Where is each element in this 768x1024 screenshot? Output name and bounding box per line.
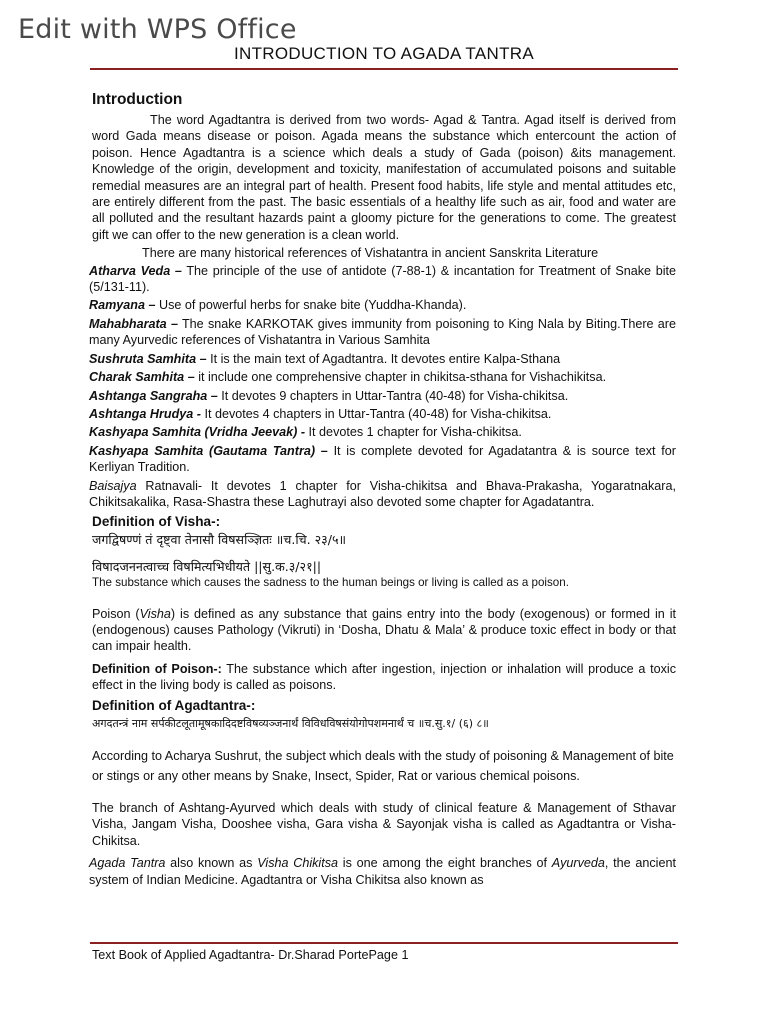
reference-item xyxy=(89,443,676,476)
reference-text: The principle of the use of antidote (7-88-1) & incantation for Treatment of Snake bite (5/131-11). xyxy=(89,263,677,295)
reference-title: Baisajya xyxy=(89,478,137,493)
final-f: , the ancient system of Indian Medicine. Agadtantra or Visha Chikitsa also known as xyxy=(89,856,676,887)
reference-item xyxy=(89,263,676,296)
sanskrit-verse-1: जगद्विषण्णं तं दृष्ट्वा तेनासौ विषसञ्ज्ञितः ॥च.चि. २३/५॥ xyxy=(92,532,347,548)
final-c: Visha Chikitsa xyxy=(257,856,339,871)
reference-item xyxy=(89,388,676,404)
reference-title: Ramyana – xyxy=(89,298,156,313)
header-rule xyxy=(90,68,678,70)
poison-text-b: ) is defined as any substance that gains entry into the body (exogenous) or formed in it (endogenous) causes Pathology (Vikruti) in ‘Dosha, Dhatu & Mala’ & produce toxic effect in body or that can impair health. xyxy=(92,606,676,654)
document-body xyxy=(89,90,677,888)
final-paragraph xyxy=(89,855,676,888)
poison-def-text: The substance which after ingestion, injection or inhalation will produce a toxic effect in the living body is called as poisons. xyxy=(92,661,676,693)
intro-heading: Introduction xyxy=(92,91,183,108)
wps-watermark: Edit with WPS Office xyxy=(18,14,297,45)
visha-meaning: The substance which causes the sadness to the human beings or living is called as a poison. xyxy=(92,576,569,590)
reference-title: Mahabharata – xyxy=(89,316,178,331)
reference-list xyxy=(89,263,677,511)
reference-title: Kashyapa Samhita (Vridha Jeevak) - xyxy=(89,425,306,440)
reference-title: Kashyapa Samhita (Gautama Tantra) – xyxy=(89,443,328,458)
sushrut-paragraph: According to Acharya Sushrut, the subject which deals with the study of poisoning & Management of bite or stings or any other means by Snake, Insect, Spider, Rat or various chemical poisons. xyxy=(92,749,674,783)
sanskrit-verse-3: अगदतन्त्रं नाम सर्पकीटलूतामूषकादिदष्टविषव्यञ्जनार्थं विविधविषसंयोगोपशमनार्थं च ॥च.सु.१/ (६) ८॥ xyxy=(92,716,489,730)
reference-text: it include one comprehensive chapter in chikitsa-sthana for Vishachikitsa. xyxy=(194,370,607,385)
reference-item xyxy=(89,316,676,349)
final-b: also known as xyxy=(165,856,258,871)
reference-text: The snake KARKOTAK gives immunity from poisoning to King Nala by Biting.There are many Ayurvedic references of Vishatantra in Various Samhita xyxy=(89,316,676,348)
footer-rule xyxy=(90,942,678,944)
reference-item xyxy=(89,478,676,511)
reference-text: It devotes 9 chapters in Uttar-Tantra (40-48) for Visha-chikitsa. xyxy=(217,388,569,403)
poison-def-label: Definition of Poison-: xyxy=(92,661,222,676)
poison-visha: Visha xyxy=(139,606,171,621)
reference-text: It is complete devoted for Agadatantra & is source text for Kerliyan Tradition. xyxy=(89,443,676,475)
branch-paragraph: The branch of Ashtang-Ayurved which deals with study of clinical feature & Management of Sthavar Visha, Jangam Visha, Dooshee visha, Gara visha & Sayonjak visha is called as Agadtantra or Visha-Chikitsa. xyxy=(92,801,676,848)
page-footer: Text Book of Applied Agadtantra- Dr.Sharad PortePage 1 xyxy=(92,948,409,962)
reference-title: Ashtanga Hrudya - xyxy=(89,406,201,421)
reference-text: Use of powerful herbs for snake bite (Yuddha-Khanda). xyxy=(155,298,467,313)
reference-item xyxy=(89,351,676,367)
reference-title: Sushruta Samhita – xyxy=(89,351,207,366)
reference-title: Atharva Veda – xyxy=(89,263,182,278)
intro-paragraph: The word Agadtantra is derived from two words- Agad & Tantra. Agad itself is derived from word Gada means disease or poison. Agada means the substance which entercount the action of poison. Hence Agadtantra is a science which deals a study of Gada (poison) &its management. Knowledge of the origin, development and toxicity, manifestation of accumulated poisons and suitable remedial measures are an integral part of health. Present food habits, life style and mental attitudes etc, are entirely different from the past. The basic essentials of a healthy life such as air, food and water are all polluted and the resultant hazards paint a gloomy picture for the generations to come. The greatest gift we can offer to the new generation is a clean world. xyxy=(92,113,676,242)
visha-definition-heading: Definition of Visha-: xyxy=(92,514,221,530)
reference-item xyxy=(89,369,676,385)
reference-item xyxy=(89,424,676,440)
poison-definition xyxy=(92,606,676,655)
document-title: INTRODUCTION TO AGADA TANTRA xyxy=(234,44,534,63)
poison-definition-2 xyxy=(92,661,676,694)
reference-text: Ratnavali- It devotes 1 chapter for Visha-chikitsa and Bhava-Prakasha, Yogaratnakara, Chikitsakalika, Rasa-Shastra these Laghutrayi also devoted some chapter for Agadatantra. xyxy=(89,478,676,509)
final-e: Ayurveda xyxy=(551,856,605,871)
reference-item xyxy=(89,406,676,422)
poison-text-a: Poison ( xyxy=(92,606,140,621)
reference-text: It is the main text of Agadtantra. It devotes entire Kalpa-Sthana xyxy=(206,351,561,366)
reference-title: Ashtanga Sangraha – xyxy=(89,388,218,403)
final-d: is one among the eight branches of xyxy=(338,856,552,871)
reference-text: It devotes 4 chapters in Uttar-Tantra (40-48) for Visha-chikitsa. xyxy=(200,406,552,421)
historical-intro: There are many historical references of Vishatantra in ancient Sanskrita Literature xyxy=(142,246,599,261)
reference-item xyxy=(89,297,676,313)
reference-text: It devotes 1 chapter for Visha-chikitsa. xyxy=(305,425,522,440)
reference-title: Charak Samhita – xyxy=(89,370,195,385)
final-a: Agada Tantra xyxy=(89,856,166,871)
sanskrit-verse-2: विषादजननत्वाच्च विषमित्यभिधीयते ||सु.क.३/२१|| xyxy=(92,558,322,574)
agadtantra-definition-heading: Definition of Agadtantra-: xyxy=(92,697,256,713)
